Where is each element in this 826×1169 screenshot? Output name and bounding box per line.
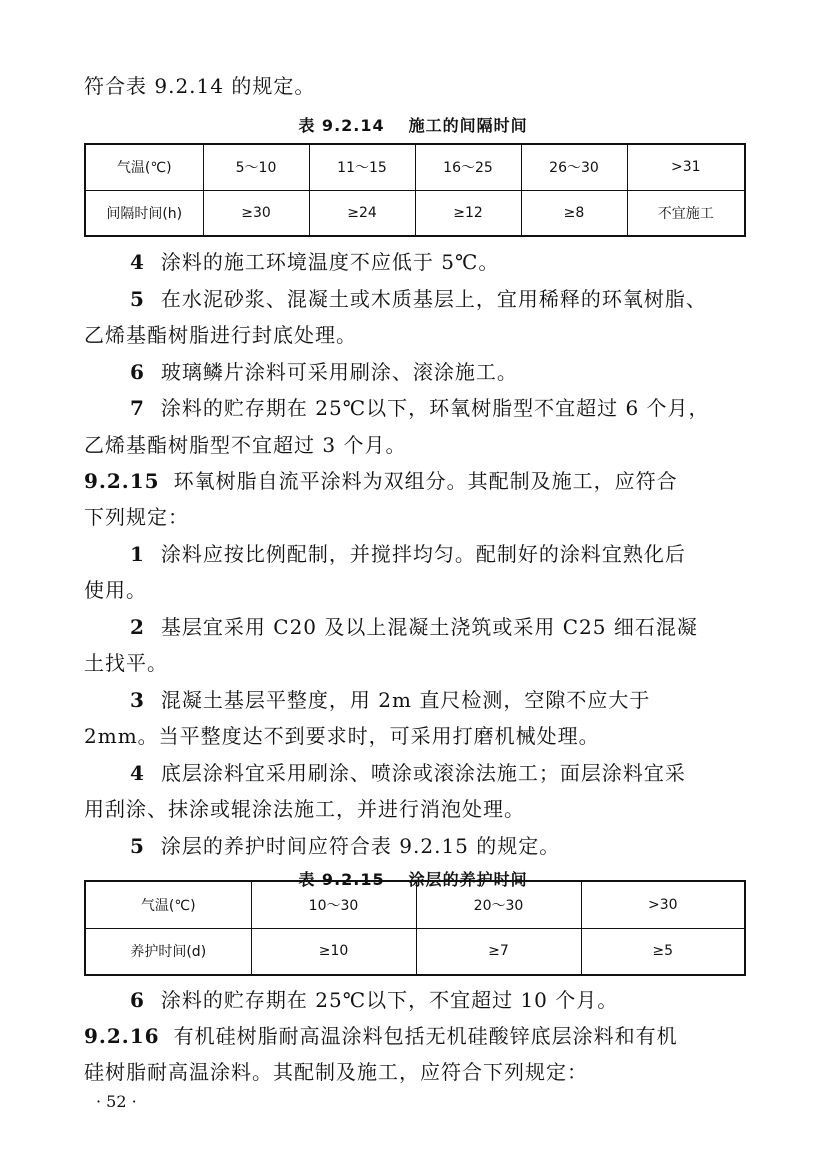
clause-9-2-15-cont: 下列规定：: [84, 505, 189, 529]
table-cell: ≥7: [416, 928, 581, 975]
table-cell: 养护时间(d): [85, 928, 251, 975]
item-3-cont: 2mm。当平整度达不到要求时，可采用打磨机械处理。: [84, 724, 600, 748]
table-cell: 气温(℃): [85, 881, 251, 928]
interval-time-table: [84, 143, 746, 237]
item-4b-cont: 用刮涂、抹涂或辊涂法施工，并进行消泡处理。: [84, 797, 525, 821]
caption-number: 表 9.2.14: [298, 116, 385, 135]
item-2: 2 基层宜采用 C20 及以上混凝土浇筑或采用 C25 细石混凝: [130, 615, 698, 639]
table-cell: 气温(℃): [85, 144, 203, 190]
item-2-cont: 土找平。: [84, 651, 168, 675]
item-4b: 4 底层涂料宜采用刷涂、喷涂或滚涂法施工；面层涂料宜采: [130, 761, 686, 785]
clause-9-2-16-cont: 硅树脂耐高温涂料。其配制及施工，应符合下列规定：: [84, 1060, 588, 1084]
item-1-cont: 使用。: [84, 578, 147, 602]
item-7: 7 涂料的贮存期在 25℃以下，环氧树脂型不宜超过 6 个月，: [130, 396, 710, 420]
table-cell: 5～10: [203, 144, 309, 190]
table-row: [85, 144, 745, 190]
table-cell: >31: [627, 144, 745, 190]
caption-number: 表 9.2.15: [298, 870, 385, 889]
table-cell: ≥5: [581, 928, 745, 975]
item-6b: 6 涂料的贮存期在 25℃以下，不宜超过 10 个月。: [130, 988, 619, 1012]
table-cell: ≥8: [521, 190, 627, 236]
table-cell: ≥10: [251, 928, 416, 975]
table-cell: 16～25: [415, 144, 521, 190]
page-number: · 52 ·: [96, 1092, 137, 1111]
table-cell: 间隔时间(h): [85, 190, 203, 236]
caption-title: 施工的间隔时间: [408, 116, 528, 135]
table-cell: 20～30: [416, 881, 581, 928]
item-6: 6 玻璃鳞片涂料可采用刷涂、滚涂施工。: [130, 360, 518, 384]
clause-9-2-15: 9.2.15 环氧树脂自流平涂料为双组分。其配制及施工，应符合: [84, 469, 678, 493]
table-cell: 10～30: [251, 881, 416, 928]
table-cell: 26～30: [521, 144, 627, 190]
table-row: [85, 881, 745, 928]
table-cell: 11～15: [309, 144, 415, 190]
item-5-cont: 乙烯基酯树脂进行封底处理。: [84, 323, 357, 347]
table-cell: ≥30: [203, 190, 309, 236]
item-3: 3 混凝土基层平整度，用 2m 直尺检测，空隙不应大于: [130, 688, 651, 712]
table-cell: ≥12: [415, 190, 521, 236]
table-caption-9-2-14: [0, 113, 826, 136]
item-5: 5 在水泥砂浆、混凝土或木质基层上，宜用稀释的环氧树脂、: [130, 287, 707, 311]
curing-time-table: [84, 880, 746, 976]
clause-9-2-16: 9.2.16 有机硅树脂耐高温涂料包括无机硅酸锌底层涂料和有机: [84, 1024, 678, 1048]
table-cell: 不宜施工: [627, 190, 745, 236]
table-row: [85, 190, 745, 236]
caption-title: 涂层的养护时间: [408, 870, 528, 889]
table-cell: ≥24: [309, 190, 415, 236]
item-4: 4 涂料的施工环境温度不应低于 5℃。: [130, 250, 500, 274]
table-cell: >30: [581, 881, 745, 928]
intro-line: 符合表 9.2.14 的规定。: [84, 74, 316, 98]
item-1: 1 涂料应按比例配制，并搅拌均匀。配制好的涂料宜熟化后: [130, 542, 686, 566]
table-row: [85, 928, 745, 975]
item-7-cont: 乙烯基酯树脂型不宜超过 3 个月。: [84, 433, 407, 457]
item-5b: 5 涂层的养护时间应符合表 9.2.15 的规定。: [130, 834, 561, 858]
